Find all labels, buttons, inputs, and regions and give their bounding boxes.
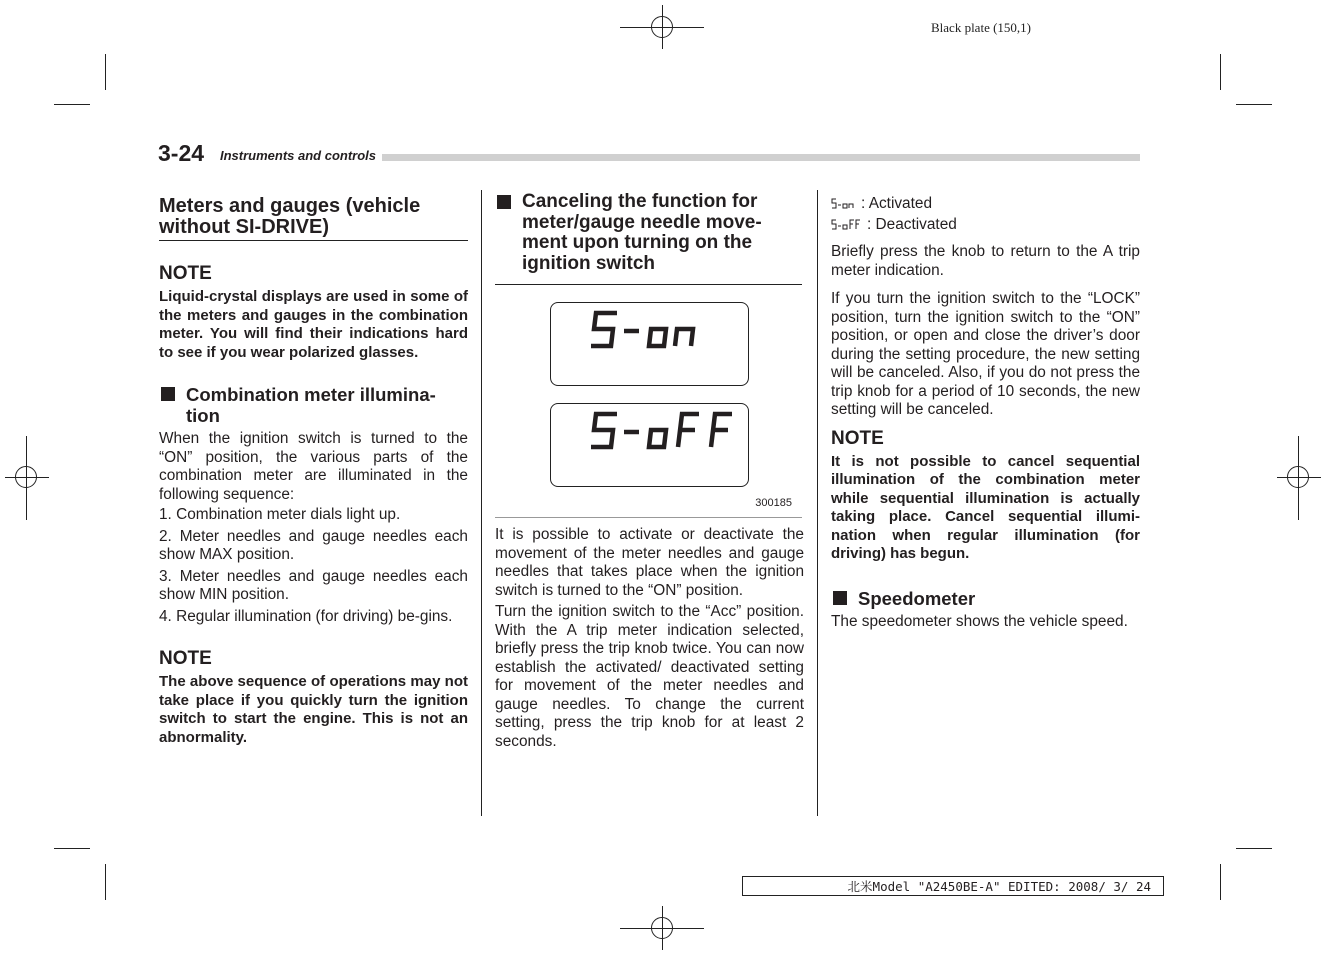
note-heading: NOTE bbox=[159, 648, 212, 669]
paragraph: If you turn the ignition switch to the “LOCK” position, turn the ignition switch to the “ON” position, or open and close the driver’s door during the setting procedure, the new setting will be canceled. Also, if you do not press the trip knob for a period of 10 seconds, the new setting will be canceled. bbox=[831, 290, 1140, 418]
lcd-display-on bbox=[550, 302, 749, 386]
list-item: 3. Meter needles and gauge needles each show MIN position. bbox=[159, 567, 468, 603]
paragraph: Turn the ignition switch to the “Acc” position. With the A trip meter indication selected, briefly press the trip knob twice. You can now establish the activated/ deactivated setting for movement of the meter needles and gauge needles. To change the current setting, press the trip knob for at least 2 seconds. bbox=[495, 603, 804, 750]
section-title: Meters and gauges (vehicle without SI-DRIVE) bbox=[159, 196, 468, 241]
lcd-s-off-graphic bbox=[551, 404, 748, 486]
note-text: The above sequence of operations may not take place if you quickly turn the ignition switch to start the engine. This is not an abnormality. bbox=[159, 673, 468, 746]
intro-paragraph: When the ignition switch is turned to the “ON” position, the various parts of the combination meter are illuminated in the following sequence: bbox=[159, 430, 468, 503]
note-text: Liquid-crystal displays are used in some of the meters and gauges in the combination meter. You will find their indications hard to see if you wear polarized glasses. bbox=[159, 288, 468, 361]
lcd-s-on-graphic bbox=[551, 303, 748, 385]
paragraph: Briefly press the knob to return to the A trip meter indication. bbox=[831, 243, 1140, 279]
figure-id: 300185 bbox=[755, 497, 792, 509]
column-1 bbox=[159, 192, 468, 747]
footer-edit-text: 北米Model "A2450BE-A" EDITED: 2008/ 3/ 24 bbox=[847, 879, 1151, 894]
subheading bbox=[159, 384, 468, 426]
legend-deactivated bbox=[831, 215, 1140, 235]
plate-label: Black plate (150,1) bbox=[931, 20, 1031, 35]
subheading-text: Speedometer bbox=[858, 587, 976, 609]
s-on-small-icon bbox=[831, 198, 857, 210]
square-bullet-icon bbox=[161, 387, 175, 401]
legend-activated bbox=[831, 194, 1140, 214]
square-bullet-icon bbox=[497, 195, 511, 209]
column-2 bbox=[495, 192, 804, 751]
list-item: 1. Combination meter dials light up. bbox=[159, 506, 401, 523]
paragraph: It is possible to activate or deactivate the movement of the meter needles and gauge needles that takes place when the ignition switch is turned to the “ON” position. bbox=[495, 526, 804, 599]
note-heading: NOTE bbox=[831, 427, 884, 449]
legend-deactivated-text: : Deactivated bbox=[867, 216, 957, 233]
subheading bbox=[495, 192, 804, 274]
footer-edit-label bbox=[742, 876, 1164, 896]
paragraph: The speedometer shows the vehicle speed. bbox=[831, 612, 1128, 630]
page-number: 3-24 bbox=[158, 140, 205, 166]
s-off-small-icon bbox=[831, 219, 863, 231]
square-bullet-icon bbox=[833, 591, 847, 605]
subheading-text: Canceling the function for meter/gauge needle move-ment upon turning on the ignition switch bbox=[522, 191, 762, 274]
lcd-figure bbox=[495, 284, 802, 518]
note-text: It is not possible to cancel sequential illumination of the combination meter while sequential illumination is actually taking place. Cancel sequential illumi-nation when regular illumination (for driving) has begun. bbox=[831, 452, 1140, 562]
note-heading: NOTE bbox=[159, 263, 212, 284]
column-3 bbox=[831, 194, 1140, 631]
lcd-display-off bbox=[550, 403, 749, 487]
section-name: Instruments and controls bbox=[220, 148, 382, 163]
column-divider bbox=[481, 190, 482, 816]
subheading-text: Combination meter illumina-tion bbox=[186, 384, 436, 426]
subheading bbox=[831, 588, 1140, 609]
list-item: 2. Meter needles and gauge needles each show MAX position. bbox=[159, 527, 468, 563]
list-item: 4. Regular illumination (for driving) be-gins. bbox=[159, 607, 453, 625]
legend-activated-text: : Activated bbox=[861, 195, 933, 212]
column-divider bbox=[817, 190, 818, 816]
